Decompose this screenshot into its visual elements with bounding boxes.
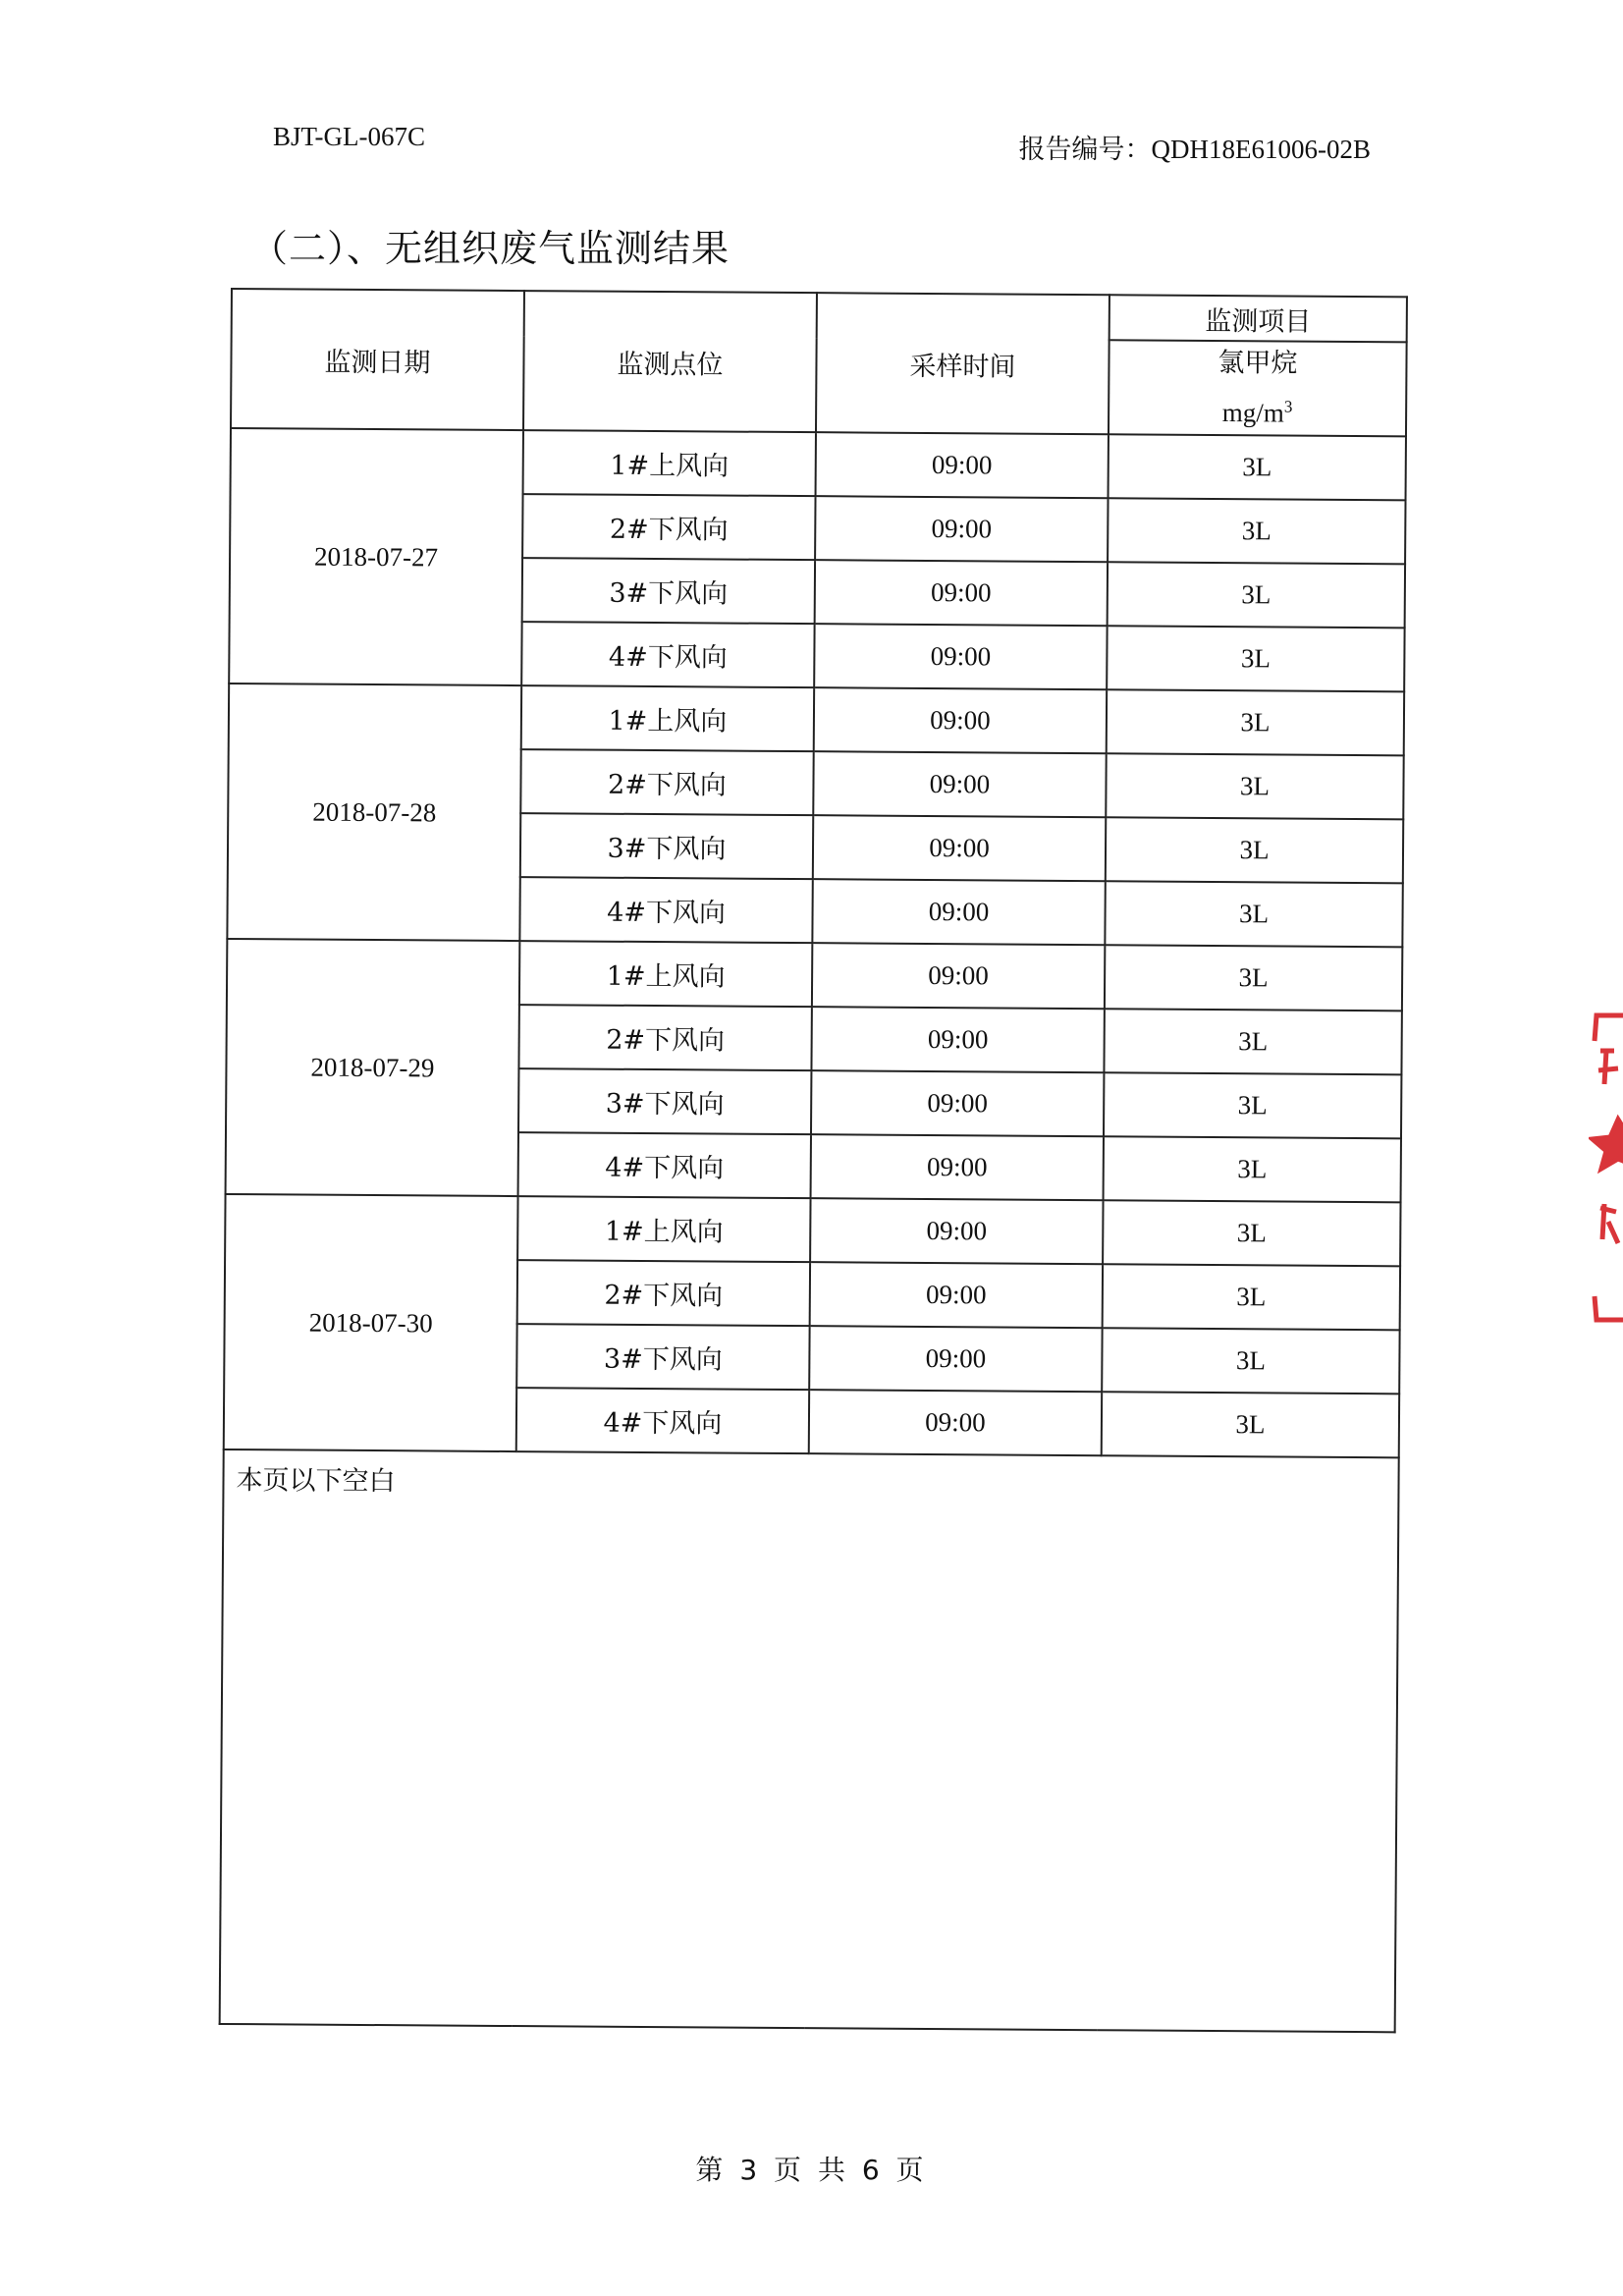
time-cell: 09:00 bbox=[812, 943, 1105, 1009]
date-cell: 2018-07-27 bbox=[229, 428, 523, 685]
location-cell: 4#下风向 bbox=[521, 622, 814, 687]
value-cell: 3L bbox=[1103, 1264, 1400, 1330]
header-date: 监测日期 bbox=[231, 289, 524, 430]
value-cell: 3L bbox=[1102, 1392, 1399, 1457]
location-cell: 1#上风向 bbox=[519, 941, 812, 1007]
blank-note: 本页以下空白 bbox=[220, 1449, 1399, 2032]
time-cell: 09:00 bbox=[810, 1198, 1103, 1264]
stamp-fragment bbox=[1593, 1015, 1623, 1320]
time-cell: 09:00 bbox=[814, 687, 1107, 753]
value-cell: 3L bbox=[1107, 626, 1404, 691]
table-row bbox=[227, 939, 1402, 1011]
value-cell: 3L bbox=[1109, 434, 1406, 500]
report-number bbox=[1019, 128, 1372, 166]
header-item-name bbox=[1109, 340, 1407, 436]
report-number-value: QDH18E61006-02B bbox=[1151, 135, 1371, 164]
header-time: 采样时间 bbox=[816, 293, 1109, 434]
section-title: （二）、无组织废气监测结果 bbox=[250, 227, 730, 270]
table-body bbox=[220, 428, 1406, 2032]
blank-row bbox=[220, 1449, 1399, 2032]
value-cell: 3L bbox=[1104, 1009, 1401, 1074]
value-cell: 3L bbox=[1106, 753, 1403, 819]
time-cell: 09:00 bbox=[813, 751, 1106, 817]
time-cell: 09:00 bbox=[812, 879, 1105, 945]
date-cell: 2018-07-29 bbox=[226, 939, 520, 1196]
location-cell: 2#下风向 bbox=[517, 1260, 810, 1326]
table-row bbox=[229, 683, 1404, 755]
value-cell: 3L bbox=[1102, 1328, 1399, 1394]
value-cell: 3L bbox=[1105, 945, 1402, 1011]
value-cell: 3L bbox=[1107, 689, 1404, 755]
time-cell: 09:00 bbox=[809, 1390, 1102, 1455]
time-cell: 09:00 bbox=[813, 815, 1106, 881]
date-cell: 2018-07-28 bbox=[227, 683, 521, 941]
location-cell: 3#下风向 bbox=[520, 813, 813, 879]
location-cell: 4#下风向 bbox=[519, 877, 812, 943]
time-cell: 09:00 bbox=[814, 624, 1107, 689]
unit-base: mg/m bbox=[1221, 398, 1284, 428]
location-cell: 2#下风向 bbox=[522, 494, 815, 560]
value-cell: 3L bbox=[1105, 881, 1402, 947]
location-cell: 1#上风向 bbox=[517, 1196, 810, 1262]
location-cell: 3#下风向 bbox=[522, 558, 815, 624]
table-row bbox=[231, 428, 1406, 500]
time-cell: 09:00 bbox=[816, 432, 1109, 498]
results-table bbox=[219, 288, 1408, 2033]
location-cell: 3#下风向 bbox=[518, 1068, 811, 1134]
red-seal-stamp bbox=[1589, 1011, 1623, 1324]
page-number: 第 3 页 共 6 页 bbox=[695, 2154, 928, 2186]
location-cell: 4#下风向 bbox=[516, 1388, 809, 1453]
unit-superscript: 3 bbox=[1283, 397, 1293, 416]
location-cell: 1#上风向 bbox=[521, 685, 814, 751]
date-cell: 2018-07-30 bbox=[224, 1194, 518, 1451]
location-cell: 1#上风向 bbox=[523, 430, 816, 496]
time-cell: 09:00 bbox=[811, 1134, 1104, 1200]
report-number-label: 报告编号： bbox=[1018, 135, 1152, 164]
location-cell: 2#下风向 bbox=[520, 749, 813, 815]
time-cell: 09:00 bbox=[810, 1262, 1103, 1328]
time-cell: 09:00 bbox=[809, 1326, 1102, 1392]
header-location: 监测点位 bbox=[523, 291, 817, 432]
location-cell: 3#下风向 bbox=[516, 1324, 809, 1390]
value-cell: 3L bbox=[1103, 1200, 1400, 1266]
value-cell: 3L bbox=[1106, 817, 1403, 883]
value-cell: 3L bbox=[1104, 1072, 1401, 1138]
document-code: BJT-GL-067C bbox=[273, 122, 426, 151]
time-cell: 09:00 bbox=[815, 560, 1108, 626]
location-cell: 4#下风向 bbox=[518, 1132, 811, 1198]
item-unit bbox=[1109, 384, 1405, 435]
time-cell: 09:00 bbox=[811, 1007, 1104, 1072]
location-cell: 2#下风向 bbox=[518, 1005, 811, 1070]
value-cell: 3L bbox=[1104, 1136, 1401, 1202]
results-table-container bbox=[219, 288, 1406, 2011]
header-item-group: 监测项目 bbox=[1109, 295, 1407, 342]
item-name: 氯甲烷 bbox=[1217, 348, 1298, 379]
time-cell: 09:00 bbox=[811, 1070, 1104, 1136]
time-cell: 09:00 bbox=[815, 496, 1108, 562]
value-cell: 3L bbox=[1108, 562, 1405, 628]
value-cell: 3L bbox=[1108, 498, 1405, 564]
table-row bbox=[225, 1194, 1400, 1266]
